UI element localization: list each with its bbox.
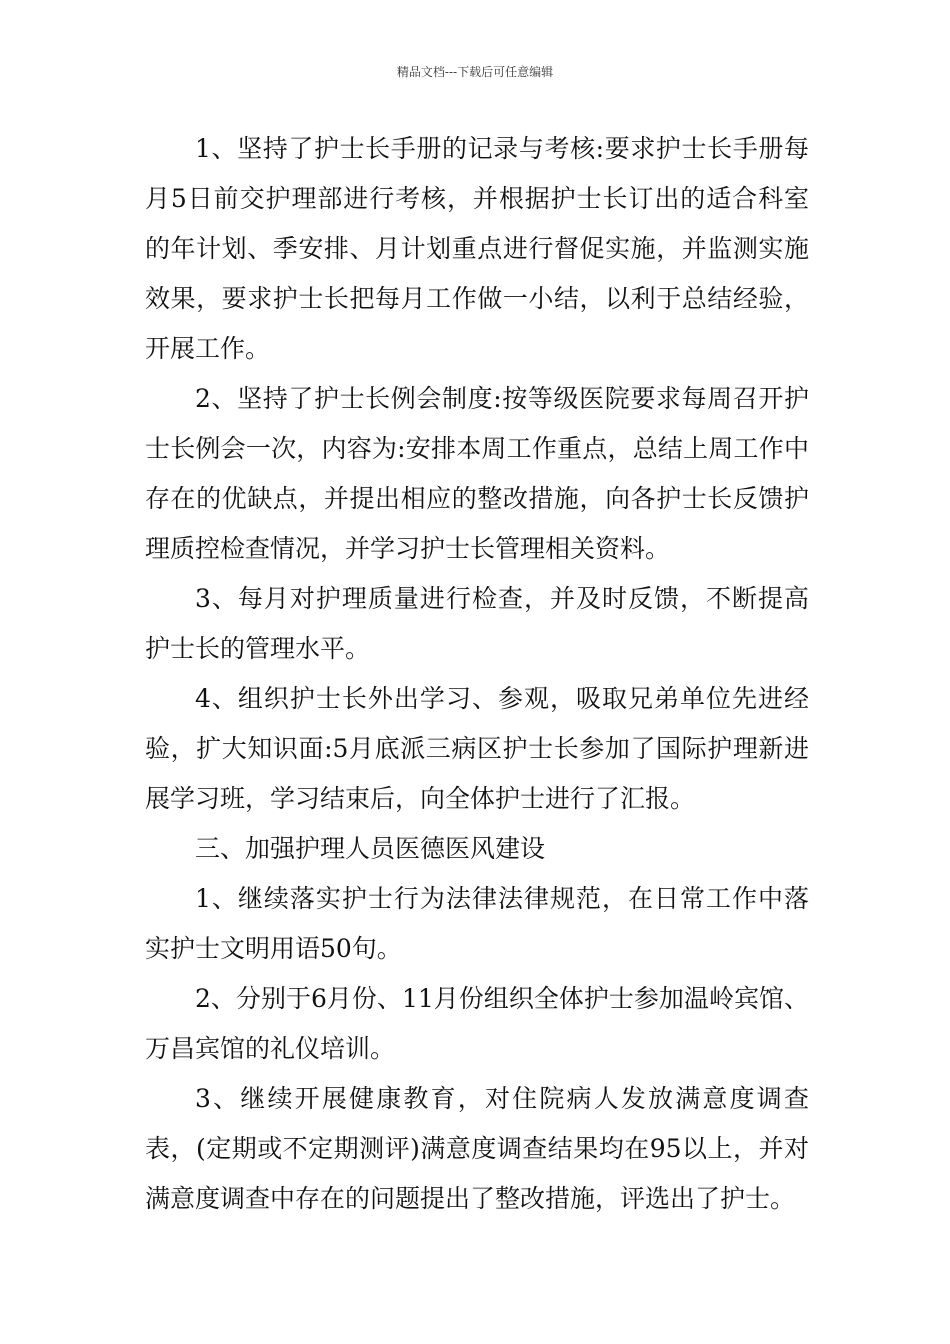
document-body	[145, 124, 809, 1224]
section-heading: 三、加强护理人员医德医风建设	[195, 834, 546, 863]
paragraph-item-3: 3、每月对护理质量进行检查，并及时反馈，不断提高护士长的管理水平。	[145, 584, 809, 663]
paragraph-item-5: 1、继续落实护士行为法律法律规范，在日常工作中落实护士文明用语50句。	[145, 884, 809, 963]
page-header: 精品文档---下载后可任意编辑	[396, 65, 554, 79]
paragraph-item-2: 2、坚持了护士长例会制度:按等级医院要求每周召开护士长例会一次，内容为:安排本周工作重点，总结上周工作中存在的优缺点，并提出相应的整改措施，向各护士长反馈护理质控检查情况，并学习护士长管理相关资料。	[145, 384, 809, 563]
paragraph-item-6: 2、分别于6月份、11月份组织全体护士参加温岭宾馆、万昌宾馆的礼仪培训。	[145, 984, 809, 1063]
paragraph-item-7: 3、继续开展健康教育，对住院病人发放满意度调查表，(定期或不定期测评)满意度调查结果均在95以上，并对满意度调查中存在的问题提出了整改措施，评选出了护士。	[145, 1084, 809, 1213]
paragraph-item-4: 4、组织护士长外出学习、参观，吸取兄弟单位先进经验，扩大知识面:5月底派三病区护士长参加了国际护理新进展学习班，学习结束后，向全体护士进行了汇报。	[145, 684, 809, 813]
paragraph-item-1: 1、坚持了护士长手册的记录与考核:要求护士长手册每月5日前交护理部进行考核，并根据护士长订出的适合科室的年计划、季安排、月计划重点进行督促实施，并监测实施效果，要求护士长把每月工作做一小结，以利于总结经验，开展工作。	[145, 134, 809, 363]
